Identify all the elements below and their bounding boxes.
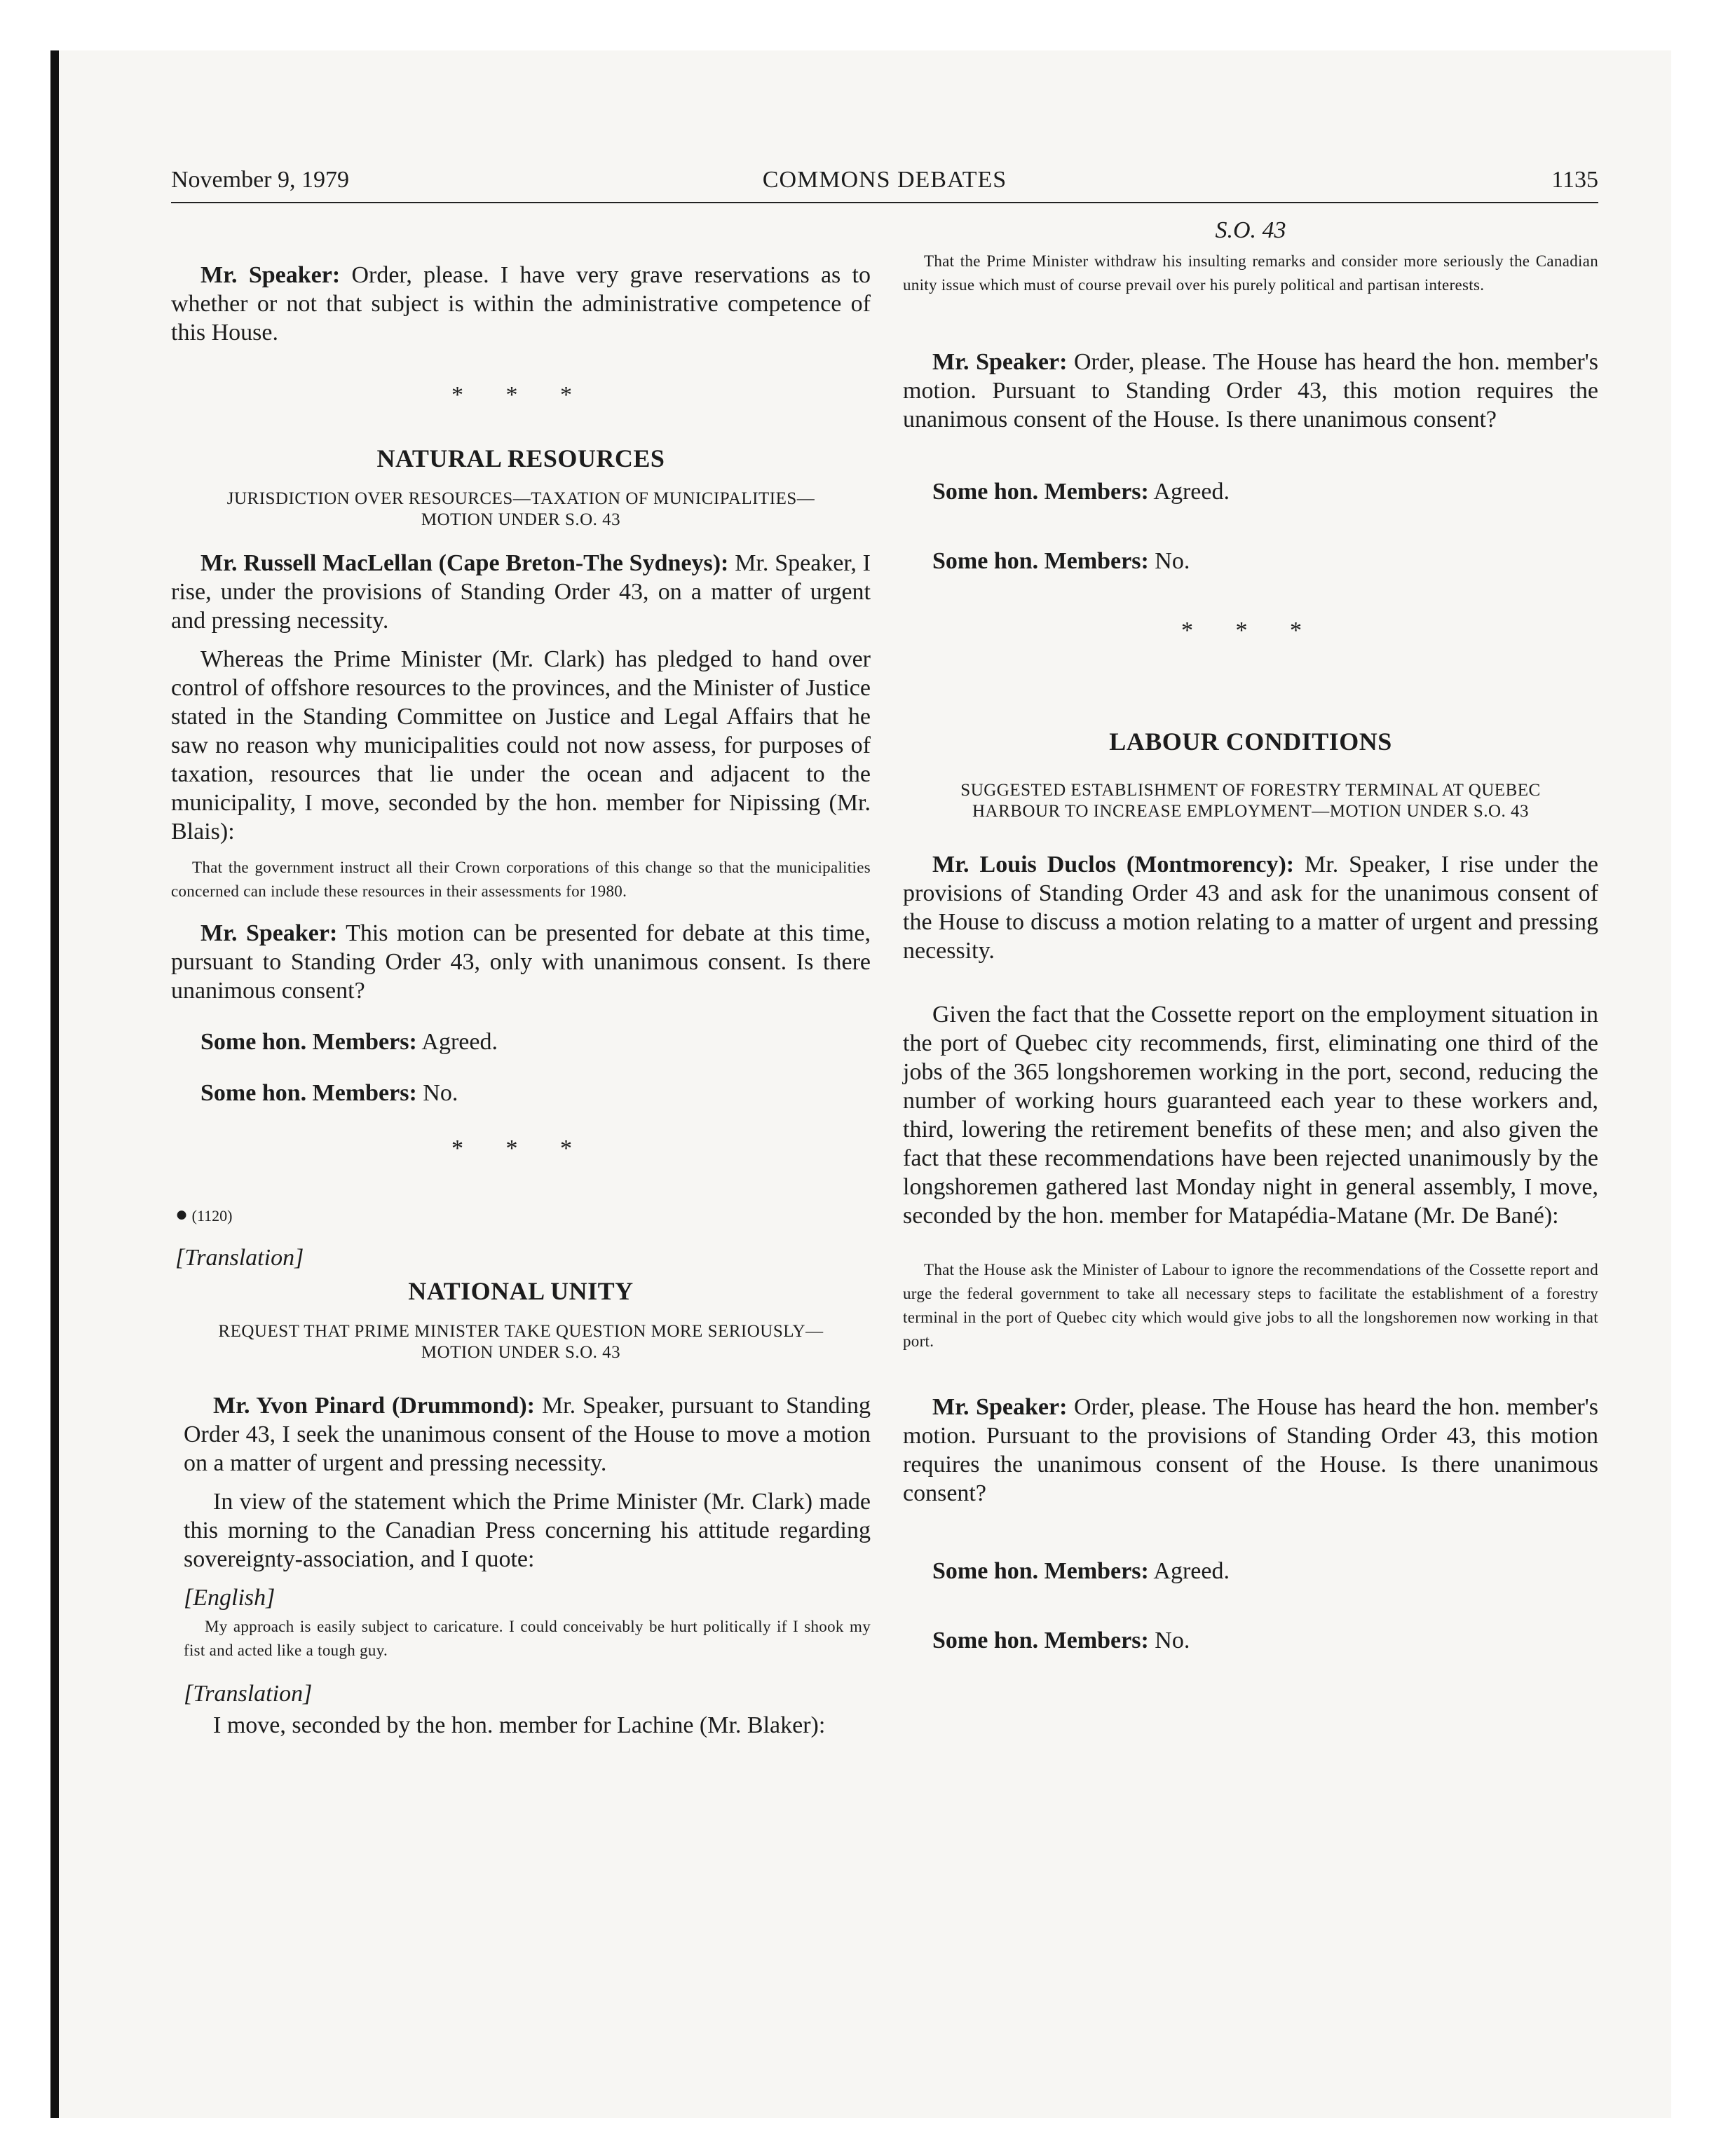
members-no [903, 547, 1598, 575]
section-subtitle-natural-resources: JURISDICTION OVER RESOURCES—TAXATION OF MUNICIPALITIES—MOTION UNDER S.O. 43 [226, 489, 815, 529]
speaker-name: Some hon. Members: [932, 1558, 1149, 1584]
speech-text: Order, please. The House has heard the hon. member's motion. Pursuant to Standing Order 43, this motion requires the unanimous consent of the House. Is there unanimous consent? [903, 349, 1599, 432]
paragraph-given-fact: Given the fact that the Cossette report on the employment situation in the port of Quebec city recommends, first, eliminating one third of the jobs of the 365 longshoremen working in the port, second, reducing the number of working hours guaranteed each year to these workers and, third, lowering the retirement benefits of these men; and also given the fact that these recommendations have been rejected unanimously by the longshoremen gathered last Monday night in general assembly, I move, seconded by the hon. member for Matapédia-Matane (Mr. De Bané): [903, 1002, 1598, 1229]
page-number: 1135 [1551, 167, 1598, 193]
paragraph-i-move: I move, seconded by the hon. member for Lachine (Mr. Blaker): [213, 1712, 826, 1738]
speech-text: Order, please. I have very grave reservations as to whether or not that subject is within the administrative competence of this House. [171, 262, 871, 346]
section-title-national-unity: NATIONAL UNITY [408, 1277, 634, 1305]
speaker-name: Some hon. Members: [932, 1628, 1149, 1653]
speaker-name: Mr. Speaker: [200, 262, 341, 288]
paragraph-duclos [903, 850, 1598, 965]
speaker-name: Some hon. Members: [200, 1029, 417, 1055]
scan-edge [50, 50, 59, 2118]
speech-text: Agreed. [1153, 1558, 1230, 1584]
paragraph-maclellan [171, 549, 871, 635]
speech-text: No. [1155, 548, 1190, 574]
paragraph-speaker-reservations [171, 261, 871, 347]
members-no [903, 1626, 1598, 1655]
speaker-name: Mr. Yvon Pinard (Drummond): [213, 1393, 535, 1419]
left-column [171, 210, 871, 1740]
members-agreed [903, 477, 1598, 506]
speech-text: Mr. Speaker, I rise, under the provisions of Standing Order 43, on a matter of urgent and pressing necessity. [171, 550, 871, 634]
members-agreed [171, 1028, 871, 1056]
english-label: [English] [184, 1585, 275, 1611]
time-marker [171, 1203, 871, 1227]
section-subtitle-labour-conditions: SUGGESTED ESTABLISHMENT OF FORESTRY TERMINAL AT QUEBEC HARBOUR TO INCREASE EMPLOYMENT—MOTION UNDER S.O. 43 [960, 781, 1541, 821]
paragraph-pinard [171, 1391, 871, 1478]
section-separator: * * * [1181, 618, 1320, 643]
paragraph-speaker-provisions [903, 1393, 1598, 1508]
speech-text: Agreed. [421, 1029, 498, 1055]
speech-text: Order, please. The House has heard the hon. member's motion. Pursuant to the provisions of Standing Order 43, this motion requires the unanimous consent of the House. Is there unanimous consent? [903, 1394, 1599, 1506]
speech-text: No. [1155, 1628, 1190, 1653]
speech-text: Agreed. [1153, 479, 1230, 505]
bullet-icon: ● [175, 1203, 189, 1226]
speech-text: This motion can be presented for debate at this time, pursuant to Standing Order 43, only with unanimous consent. Is there unanimous consent? [171, 920, 871, 1004]
motion-text-crown-corporations: That the government instruct all their Crown corporations of this change so that the municipalities concerned can include these resources in their assessments for 1980. [171, 859, 871, 900]
speech-text: Mr. Speaker, I rise under the provisions of Standing Order 43 and ask for the unanimous consent of the House to discuss a motion relating to a matter of urgent and pressing necessity. [903, 852, 1598, 964]
translation-label-2: [Translation] [184, 1681, 313, 1707]
speaker-name: Some hon. Members: [932, 479, 1149, 505]
speech-text: Mr. Speaker, pursuant to Standing Order 43, I seek the unanimous consent of the House to move a motion on a matter of urgent and pressing necessity. [184, 1393, 871, 1476]
translation-label: [Translation] [175, 1245, 304, 1271]
right-column [903, 210, 1598, 1655]
speaker-name: Some hon. Members: [200, 1080, 417, 1106]
section-separator: * * * [451, 1135, 590, 1161]
quote-prime-minister: My approach is easily subject to caricature. I could conceivably be hurt politically if I shook my fist and acted like a tough guy. [184, 1618, 871, 1659]
speaker-name: Mr. Russell MacLellan (Cape Breton-The Sydneys): [200, 550, 729, 576]
paragraph-in-view: In view of the statement which the Prime Minister (Mr. Clark) made this morning to the Canadian Press concerning his attitude regarding sovereignty-association, and I quote: [184, 1489, 871, 1572]
paragraph-whereas: Whereas the Prime Minister (Mr. Clark) has pledged to hand over control of offshore resources to the provinces, and the Minister of Justice stated in the Standing Committee on Justice and Legal Affairs that he saw no reason why municipalities could not now assess, for purposes of taxation, resources that lie under the ocean and adjacent to the municipality, I move, seconded by the hon. member for Nipissing (Mr. Blais): [171, 646, 871, 845]
motion-text-withdraw-remarks: That the Prime Minister withdraw his insulting remarks and consider more seriously the Canadian unity issue which must of course prevail over his purely political and partisan interests. [903, 252, 1598, 294]
section-subtitle-national-unity: REQUEST THAT PRIME MINISTER TAKE QUESTION MORE SERIOUSLY—MOTION UNDER S.O. 43 [218, 1322, 824, 1362]
header-date: November 9, 1979 [171, 167, 350, 193]
time-marker-text: (1120) [191, 1207, 233, 1224]
motion-text-forestry-terminal: That the House ask the Minister of Labour to ignore the recommendations of the Cossette report and urge the federal government to take all necessary steps to facilitate the establishment of a forestry terminal in the port of Quebec city which would give jobs to all the longshoremen now working in that port. [903, 1261, 1598, 1350]
paragraph-speaker-hon-motion [903, 348, 1598, 434]
members-no [171, 1079, 871, 1107]
so-43-title: S.O. 43 [1215, 217, 1286, 243]
section-separator: * * * [451, 382, 590, 408]
header-title: COMMONS DEBATES [762, 167, 1007, 193]
section-title-natural-resources: NATURAL RESOURCES [376, 444, 665, 472]
speaker-name: Mr. Speaker: [932, 349, 1068, 375]
section-title-labour-conditions: LABOUR CONDITIONS [1109, 728, 1392, 756]
running-head [171, 163, 1598, 203]
paragraph-speaker-consent [171, 919, 871, 1005]
speech-text: No. [423, 1080, 458, 1106]
speaker-name: Mr. Speaker: [200, 920, 338, 946]
speaker-name: Some hon. Members: [932, 548, 1149, 574]
speaker-name: Mr. Louis Duclos (Montmorency): [932, 852, 1295, 878]
members-agreed [903, 1557, 1598, 1585]
speaker-name: Mr. Speaker: [932, 1394, 1068, 1420]
